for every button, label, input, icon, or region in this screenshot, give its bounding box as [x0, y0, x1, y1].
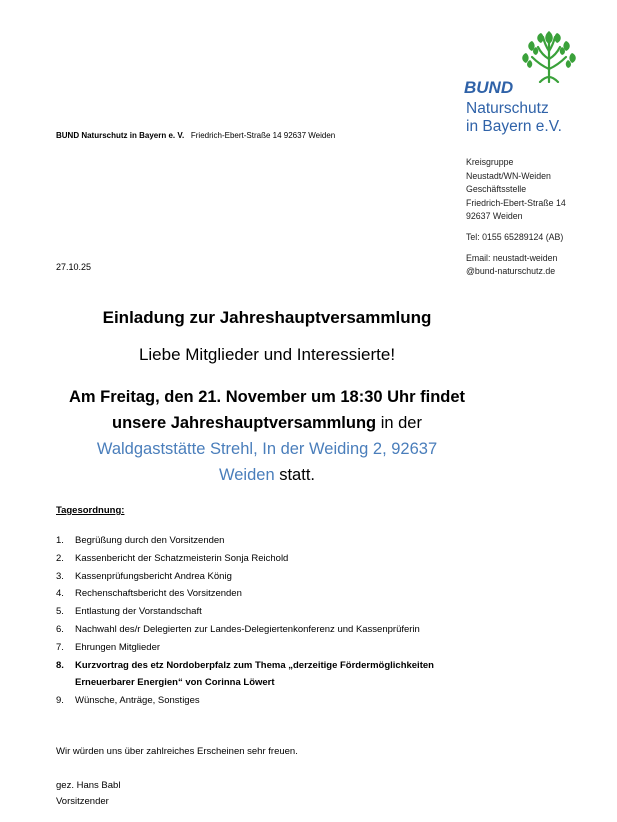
- agenda-item-number: 6.: [56, 623, 64, 635]
- agenda-item: [56, 603, 456, 621]
- agenda-item-number: 9.: [56, 695, 64, 707]
- agenda-item-number: 3.: [56, 570, 64, 582]
- contact-group-line: Friedrich-Ebert-Straße 14: [466, 197, 566, 208]
- signature-role: Vorsitzender: [56, 796, 109, 807]
- agenda-item: [56, 585, 456, 603]
- agenda-item-text: Rechenschaftsbericht des Vorsitzenden: [75, 588, 242, 600]
- agenda-item-text: Kurzvortrag des etz Nordoberpfalz zum Thema „derzeitige Fördermöglichkeiten Erneuerbarer Energien“ von Corinna Löwert: [75, 659, 434, 689]
- closing-sentence: Wir würden uns über zahlreiches Erscheinen sehr freuen.: [56, 746, 298, 757]
- contact-block: [466, 156, 566, 279]
- sender-line: [56, 131, 335, 140]
- contact-email-1: Email: neustadt-weiden: [466, 252, 558, 263]
- agenda-item-text: Kassenprüfungsbericht Andrea König: [75, 570, 232, 582]
- agenda-item-text: Entlastung der Vorstandschaft: [75, 606, 202, 618]
- agenda-item-number: 2.: [56, 552, 64, 564]
- announcement-event: unsere Jahreshauptversammlung: [112, 414, 377, 432]
- letter-date: 27.10.25: [56, 262, 92, 272]
- agenda-item: [56, 532, 456, 550]
- agenda-item-number: 1.: [56, 535, 64, 546]
- location-line-2: Weiden: [218, 466, 275, 484]
- agenda-item: [56, 692, 456, 710]
- logo-bund: BUND: [464, 78, 514, 97]
- agenda-item-text: Begrüßung durch den Vorsitzenden: [75, 535, 225, 546]
- agenda-item: [56, 639, 456, 657]
- contact-phone: Tel: 0155 65289124 (AB): [466, 231, 564, 242]
- tree-logo-icon: [518, 27, 580, 83]
- announcement-line-2: [40, 410, 494, 436]
- agenda-item: [56, 621, 456, 639]
- announcement-statt: statt.: [274, 466, 315, 484]
- contact-email-2: @bund-naturschutz.de: [466, 266, 556, 277]
- agenda-item: [56, 657, 456, 693]
- agenda-item: [56, 568, 456, 586]
- agenda-item-text: Ehrungen Mitglieder: [75, 641, 161, 653]
- location-line-1: Waldgaststätte Strehl, In der Weiding 2, 92637: [96, 440, 438, 458]
- greeting: Liebe Mitglieder und Interessierte!: [138, 345, 396, 364]
- agenda-item-text: Nachwahl des/r Delegierten zur Landes-Delegiertenkonferenz und Kassenprüferin: [75, 623, 420, 635]
- letter-title: Einladung zur Jahreshauptversammlung: [102, 308, 432, 327]
- sender-org: BUND Naturschutz in Bayern e. V.: [56, 131, 185, 140]
- agenda-item-number: 8.: [56, 659, 64, 671]
- sender-address: Friedrich-Ebert-Straße 14 92637 Weiden: [190, 131, 336, 140]
- agenda-list: [56, 532, 456, 710]
- contact-group-line: Neustadt/WN-Weiden: [466, 170, 551, 181]
- announcement-line-1: Am Freitag, den 21. November um 18:30 Uhr findet: [68, 388, 466, 406]
- contact-group-line: 92637 Weiden: [466, 211, 523, 222]
- announcement-line-4: [40, 462, 494, 488]
- signature-name: gez. Hans Babl: [56, 780, 121, 791]
- agenda-item-number: 7.: [56, 641, 64, 653]
- agenda-item: [56, 550, 456, 568]
- logo-line-2: in Bayern e.V.: [466, 118, 562, 135]
- contact-group-line: Kreisgruppe: [466, 157, 514, 167]
- contact-group-line: Geschäftsstelle: [466, 184, 527, 195]
- announcement: [40, 384, 494, 488]
- signature-block: [56, 778, 120, 810]
- agenda-item-text: Kassenbericht der Schatzmeisterin Sonja Reichold: [75, 552, 289, 564]
- agenda-item-text: Wünsche, Anträge, Sonstiges: [75, 695, 200, 707]
- logo-line-1: Naturschutz: [466, 100, 549, 117]
- announcement-in-der: in der: [376, 414, 422, 432]
- agenda-item-number: 5.: [56, 606, 64, 618]
- agenda-heading: Tagesordnung:: [56, 505, 125, 516]
- agenda-item-number: 4.: [56, 588, 64, 600]
